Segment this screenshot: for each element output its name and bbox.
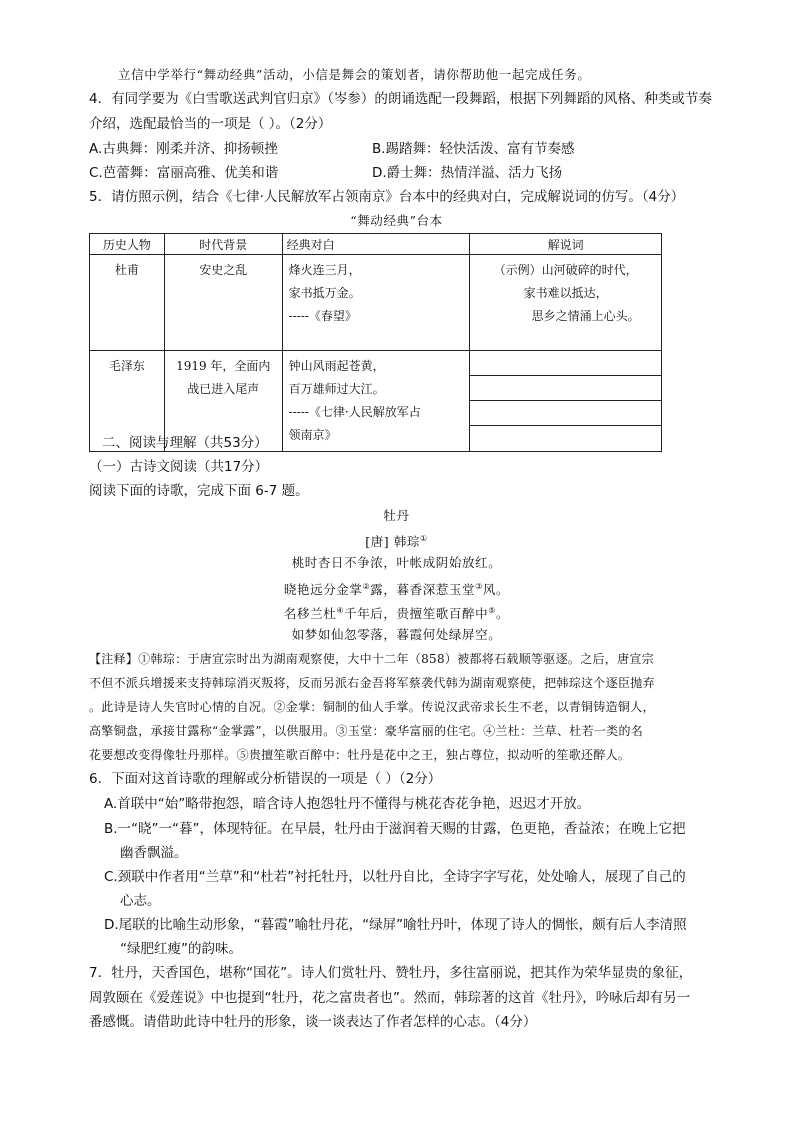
row1-exp1: （示例）山河破碎的时代， (493, 263, 638, 277)
q6-option-b: B.一“晓”一“暮”，体现特征。在早晨，牡丹由于滋润着天赐的甘露，色更艳，香益浓；在晚上它把 (104, 821, 686, 837)
q4-option-d: D.爵士舞：热情洋溢、活力飞扬 (372, 165, 563, 181)
row1-era-cell (164, 255, 282, 351)
note-mark-3: ③ (475, 582, 483, 591)
script-table (89, 233, 662, 452)
poem-line-3-part-1: 名移兰杜 (283, 606, 337, 622)
reading-instruction: 阅读下面的诗歌，完成下面 6-7 题。 (89, 483, 309, 499)
row2-line2: 百万雄师过大江。 (288, 382, 385, 396)
annotation-line-5: 花要想改变得像牡丹那样。⑤贵擅笙歌百醉中：牡丹是花中之王，独占尊位，拟动听的笙歌还醉人。 (89, 748, 631, 762)
activity-intro: 立信中学举行“舞动经典”活动，小信是舞会的策划者，请你帮助他一起完成任务。 (118, 67, 591, 82)
annotation-line-4: 高擎铜盘，承接甘露称“金掌露”，以供服用。③玉堂：豪华富丽的住宅。④兰杜：兰草、杜若一类的名 (89, 724, 644, 738)
row1-line1: 烽火连三月， (288, 263, 361, 277)
poem-line-4: 如梦如仙忽零落，暮霞何处绿屏空。 (291, 627, 502, 642)
row1-era: 安史之乱 (199, 263, 248, 277)
poem-line-3-part-3: 。 (495, 606, 510, 622)
poem-line-2-part-3: 风。 (482, 582, 510, 598)
q6-option-c-cont: 心志。 (120, 893, 161, 909)
row2-era2: 战已进入尾声 (187, 382, 260, 396)
q6-option-c: C.颈联中作者用“兰草”和“杜若”衬托牡丹，以牡丹自比，全诗字字写花，处处喻人，展现了自己的 (104, 869, 686, 885)
poem-line-2 (0, 578, 793, 599)
row1-person: 杜甫 (114, 263, 139, 277)
table-row (90, 255, 662, 351)
question-7-line-2: 周敦颐在《爱莲说》中也提到“牡丹，花之富贵者也”。然而，韩琮著的这首《牡丹》，吟咏后却有另一 (89, 990, 691, 1006)
question-4-stem: 4．有同学要为《白雪歌送武判官归京》（岑参）的朗诵选配一段舞蹈，根据下列舞蹈的风格、种类或节奏 (89, 91, 712, 107)
section-2-heading: 二、阅读与理解（共53分） (102, 435, 268, 451)
answer-blank-1[interactable] (470, 351, 661, 376)
poem-line-2-part-1: 晓艳远分金掌 (283, 582, 363, 598)
row1-person-cell (90, 255, 165, 351)
row2-line1: 钟山风雨起苍黄， (288, 359, 385, 373)
poem-author (0, 530, 793, 551)
answer-cell (470, 351, 662, 452)
table-header-row (90, 234, 662, 255)
row2-line4: 领南京》 (288, 428, 337, 442)
note-mark-4: ④ (336, 606, 345, 615)
row1-line2: 家书抵万金。 (288, 286, 361, 300)
header-commentary: 解说词 (470, 234, 662, 255)
question-5-stem: 5．请仿照示例，结合《七律·人民解放军占领南京》台本中的经典对白，完成解说词的仿写。（4分） (89, 189, 685, 205)
annotation-line-2: 不但不派兵增援来支持韩琮消灭叛将，反而另派右金吾将军蔡袭代韩为湖南观察使，把韩琮这个逐臣抛弃 (89, 676, 655, 690)
question-7-line-1: 7．牡丹，天香国色，堪称“国花”。诗人们赏牡丹、赞牡丹，多往富丽说，把其作为荣华显贵的象征， (89, 965, 693, 981)
poem-author-name: [唐] 韩琮 (365, 534, 421, 550)
q6-option-a: A.首联中“始”略带抱怨，暗含诗人抱怨牡丹不懂得与桃花杏花争艳，迟迟才开放。 (104, 796, 591, 812)
poem-line-1: 桃时杏日不争浓，叶帐成阴始放红。 (291, 555, 502, 570)
row1-line3: -----《春望》 (288, 309, 357, 323)
poem-line-3-part-2: 千年后，贵擅笙歌百醉中 (344, 606, 489, 622)
answer-blank-2[interactable] (470, 376, 661, 401)
row1-commentary-cell (470, 255, 662, 351)
q6-option-d-cont: “绿肥红瘦”的韵味。 (120, 941, 242, 957)
poem-line-2-part-2: 露，暮香深惹玉堂 (370, 582, 476, 598)
question-6-stem: 6．下面对这首诗歌的理解或分析错误的一项是（ ）（2分） (89, 771, 442, 787)
answer-blank-3[interactable] (470, 401, 661, 426)
row2-line3: -----《七律·人民解放军占 (288, 405, 421, 419)
annotation-line-1: 【注释】①韩琮：于唐宣宗时出为湖南观察使，大中十二年（858）被都将石载顺等驱逐。之后，唐宣宗 (89, 652, 655, 666)
question-4-stem-cont: 介绍，选配最恰当的一项是（ ）。（2分） (89, 116, 332, 132)
row1-exp3: 思乡之情涌上心头。 (531, 309, 640, 323)
header-person: 历史人物 (90, 234, 165, 255)
row1-exp2: 家书难以抵达， (523, 286, 608, 300)
subsection-1-heading: （一）古诗文阅读（共17分） (89, 459, 269, 475)
q6-option-d: D.尾联的比喻生动形象，“暮霞”喻牡丹花，“绿屏”喻牡丹叶，体现了诗人的惆怅，颇有后人李清照 (104, 917, 687, 933)
row2-era1: 1919 年，全面内 (176, 359, 271, 373)
row1-dialogue-cell (282, 255, 470, 351)
q4-option-a: A.古典舞：刚柔并济、抑扬顿挫 (89, 141, 278, 157)
poem-line-3 (0, 602, 793, 623)
q4-option-b: B.踢踏舞：轻快活泼、富有节奏感 (372, 141, 575, 157)
note-mark-5: ⑤ (488, 606, 496, 615)
q6-option-b-cont: 幽香飘溢。 (120, 845, 188, 861)
question-7-line-3: 番感慨。请借助此诗中牡丹的形象，谈一谈表达了作者怎样的心志。（4分） (89, 1014, 537, 1030)
annotation-line-3: 。此诗是诗人失官时心情的自况。②金掌：铜制的仙人手掌。传说汉武帝求长生不老，以青铜铸造铜人， (89, 700, 655, 714)
poem-title: 牡丹 (383, 508, 410, 523)
row2-person: 毛泽东 (108, 359, 145, 373)
table-title: “舞动经典”台本 (350, 213, 443, 228)
header-era: 时代背景 (164, 234, 282, 255)
answer-blank-4[interactable] (470, 426, 661, 448)
poem-author-note-mark: ① (420, 534, 428, 543)
q4-option-c: C.芭蕾舞：富丽高雅、优美和谐 (89, 165, 279, 181)
note-mark-2: ② (362, 582, 371, 591)
header-dialogue: 经典对白 (282, 234, 470, 255)
row2-dialogue-cell (282, 351, 470, 452)
